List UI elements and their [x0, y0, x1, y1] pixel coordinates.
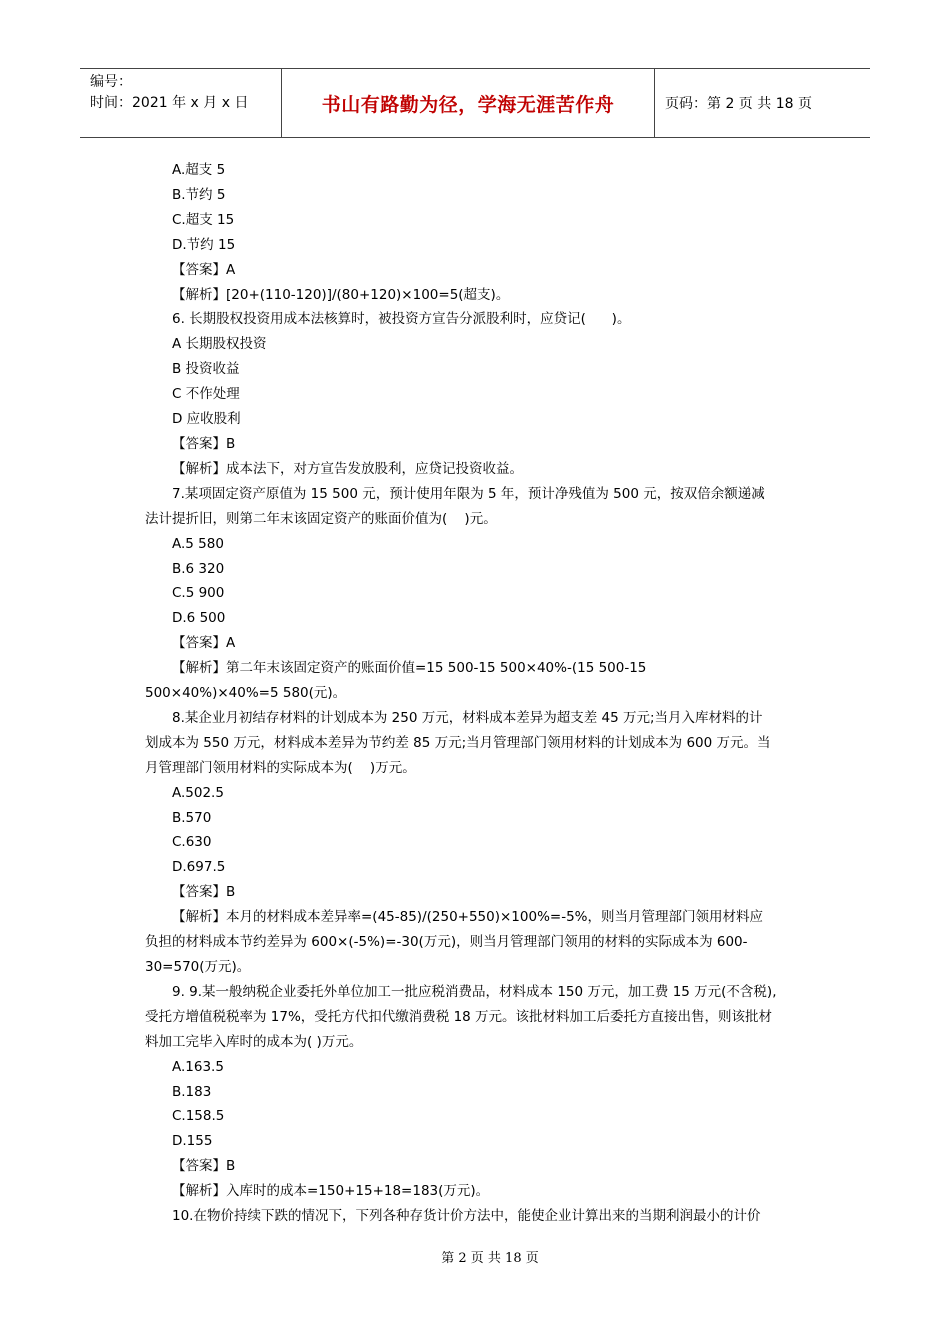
number-label: 编号： [90, 74, 132, 90]
text-line: D.697.5 [172, 859, 226, 876]
text-line: B.570 [172, 809, 212, 826]
text-line: B.183 [172, 1083, 212, 1100]
text-line: 【答案】A [172, 261, 236, 278]
text-line: D.155 [172, 1133, 213, 1150]
text-line: 法计提折旧，则第二年末该固定资产的账面价值为( )元。 [145, 510, 497, 527]
text-line: 负担的材料成本节约差异为 600×(-5%)=-30(万元)，则当月管理部门领用的材料的实际成本为 600- [145, 934, 748, 951]
text-line: D 应收股利 [172, 411, 241, 428]
text-line: A.163.5 [172, 1058, 224, 1075]
text-line: 6. 长期股权投资用成本法核算时，被投资方宣告分派股利时，应贷记( )。 [172, 311, 631, 328]
text-line: A.502.5 [172, 784, 224, 801]
text-line: D.节约 15 [172, 236, 236, 253]
text-line: 【解析】成本法下，对方宣告发放股利，应贷记投资收益。 [172, 460, 523, 477]
text-line: A 长期股权投资 [172, 336, 267, 353]
text-line: 30=570(万元)。 [145, 959, 251, 975]
text-line: C.超支 15 [172, 211, 235, 228]
text-line: A.5 580 [172, 535, 224, 552]
text-line: C.630 [172, 834, 212, 851]
text-line: 【答案】B [172, 435, 236, 452]
text-line: 9. 9.某一般纳税企业委托外单位加工一批应税消费品，材料成本 150 万元，加工费 15 万元(不含税), [172, 983, 777, 1000]
text-line: 【解析】[20+(110-120)]/(80+120)×100=5(超支)。 [172, 286, 510, 303]
header-motto: 书山有路勤为径，学海无涯苦作舟 [282, 69, 655, 137]
text-line: 料加工完毕入库时的成本为( )万元。 [145, 1033, 363, 1050]
text-line: 【答案】A [172, 635, 236, 652]
text-line: 【答案】B [172, 1158, 236, 1175]
text-line: 月管理部门领用材料的实际成本为( )万元。 [145, 759, 416, 776]
page-header [80, 68, 870, 138]
text-line: 【解析】入库时的成本=150+15+18=183(万元)。 [172, 1183, 490, 1200]
text-line: C 不作处理 [172, 386, 240, 403]
text-line: C.5 900 [172, 585, 225, 602]
text-line: 受托方增值税税率为 17%，受托方代扣代缴消费税 18 万元。该批材料加工后委托方直接出售，则该批材 [145, 1008, 773, 1025]
document-body [145, 158, 805, 1229]
text-line: B.节约 5 [172, 186, 226, 203]
header-meta [80, 69, 282, 137]
text-line: A.超支 5 [172, 162, 226, 178]
text-line: 500×40%)×40%=5 580(元)。 [145, 685, 347, 702]
text-line: 10.在物价持续下跌的情况下，下列各种存货计价方法中，能使企业计算出来的当期利润最小的计价 [172, 1208, 761, 1225]
text-line: 【解析】第二年末该固定资产的账面价值=15 500-15 500×40%-(15 500-15 [172, 660, 647, 677]
page-footer: 第 2 页 共 18 页 [441, 1251, 539, 1266]
text-line: B 投资收益 [172, 361, 240, 378]
text-line: D.6 500 [172, 610, 226, 627]
date-label: 时间：2021 年 x 月 x 日 [90, 95, 249, 111]
text-line: 7.某项固定资产原值为 15 500 元，预计使用年限为 5 年，预计净残值为 500 元，按双倍余额递减 [172, 485, 765, 502]
text-line: 8.某企业月初结存材料的计划成本为 250 万元，材料成本差异为超支差 45 万元;当月入库材料的计 [172, 709, 763, 726]
text-line: 划成本为 550 万元，材料成本差异为节约差 85 万元;当月管理部门领用材料的计划成本为 600 万元。当 [145, 734, 771, 751]
header-page-label: 页码：第 2 页 共 18 页 [665, 96, 812, 112]
text-line: 【答案】B [172, 884, 236, 901]
text-line: C.158.5 [172, 1108, 225, 1125]
text-line: 【解析】本月的材料成本差异率=(45-85)/(250+550)×100%=-5%，则当月管理部门领用材料应 [172, 909, 764, 926]
text-line: B.6 320 [172, 560, 225, 577]
